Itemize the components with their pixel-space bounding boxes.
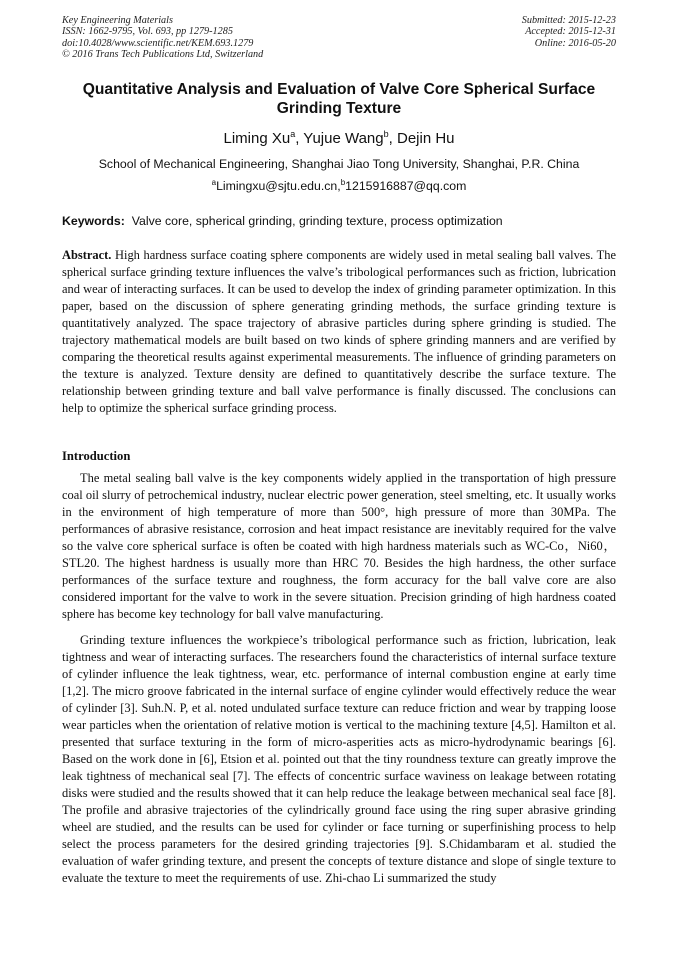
author-name: Dejin Hu [396,130,455,147]
journal-doi[interactable]: doi:10.4028/www.scientific.net/KEM.693.1279 [62,37,254,49]
section-heading-introduction: Introduction [62,449,131,463]
author-name: Yujue Wang [303,130,384,147]
publication-dates [416,15,616,49]
author-separator: , [388,130,397,147]
affiliation: School of Mechanical Engineering, Shanghai Jiao Tong University, Shanghai, P.R. China [98,157,580,171]
abstract [62,247,616,417]
email-address[interactable]: Limingxu@sjtu.edu.cn, [216,179,341,193]
journal-issn: ISSN: 1662-9795, Vol. 693, pp 1279-1285 [62,26,233,38]
keywords-label: Keywords: [62,214,125,228]
journal-meta [62,15,352,60]
author-list [60,129,618,149]
author-emails [60,178,618,194]
author-affiliation-mark: b [383,129,389,139]
date-accepted: Accepted: 2015-12-31 [525,26,616,38]
keywords [62,213,618,229]
paper-title: Quantitative Analysis and Evaluation of Valve Core Spherical Surface Grinding Texture [82,81,596,117]
date-online: Online: 2016-05-20 [534,37,616,49]
body-paragraph: Grinding texture influences the workpiece’s tribological performance such as friction, lubrication, leak tightness and wear of interacting surfaces. The researchers found the characteristics of internal surface texture of cylinder influence the leak tightness, wear, etc. performance of internal combustion engine at early time [1,2]. The micro groove fabricated in the internal surface of engine cylinder would effectively reduce the wear of cylinder [3]. Suh.N. P, et al. noted undulated surface texture can reduce friction and wear by trapping loose wear particles when the orientation of relative motion is vertical to the machining texture [4,5]. Hamilton et al. presented that surface texturing in the form of micro-asperities acts as micro-hydrodynamic bearings [6]. Based on the work done in [6], Etsion et al. pointed out that the tiny roundness texture can greatly improve the leak tightness of mechanical seal [7]. The effects of concentric surface waviness on leakage between rotating disks were studied and the results showed that it can help reduce the leakage between mechanical seal face [8]. The profile and abrasive trajectories of the cylindrically ground face using the ring super abrasive grinding wheel are studied, and the results can be used for cylinder or face turning or superfinishing process to help select the process parameters for the desired grinding trajectories [9]. S.Chidambaram et al. studied the evaluation of wafer grinding texture, and present the concepts of texture distance and slope of single texture to evaluate the texture to meet the requirements of use. Zhi-chao Li summarized the study [62,633,616,885]
date-submitted: Submitted: 2015-12-23 [521,15,616,26]
keywords-text: Valve core, spherical grinding, grinding texture, process optimization [131,214,503,228]
author-separator: , [295,130,304,147]
author-affiliation-mark: a [290,129,296,139]
email-address[interactable]: 1215916887@qq.com [345,179,467,193]
journal-name: Key Engineering Materials [62,15,173,26]
email-mark: b [340,177,346,187]
body-paragraph: The metal sealing ball valve is the key components widely applied in the transportation of high pressure coal oil slurry of petrochemical industry, nuclear electric power generation, steel smelting, etc. It usually works in the environment of high temperature of more than 500°, high pressure of more than 30MPa. The performances of abrasive resistance, corrosion and heat impact resistance are inevitably required for the valve so the valve core spherical surface is often be coated with high hardness materials such as WC-Co，Ni60，STL20. The highest hardness is usually more than HRC 70. Besides the high hardness, the other surface performances of the surface texture and roughness, the form accuracy for the ball valve core are also considered important for the valve to work in the severe situation. Precision grinding of high hardness coated sphere has become key technology for ball valve manufacturing. [62,471,616,621]
journal-copyright: © 2016 Trans Tech Publications Ltd, Switzerland [62,48,264,60]
abstract-text: High hardness surface coating sphere components are widely used in metal sealing ball valves. The spherical surface grinding texture influences the valve’s tribological performances such as friction, lubrication and wear of interacting surfaces. It can be used to develop the index of grinding parameter optimization. In this paper, based on the discussion of sphere generating grinding methods, the surface grinding texture is quantitatively analyzed. The space trajectory of abrasive particles during sphere grinding is studied. The trajectory mathematical models are built based on two kinds of sphere grinding manners and are verified by comparing the theoretical results against experimental measurements. The influence of grinding parameters on the texture is analyzed. Texture density are defined to quantitatively describe the surface texture. The relationship between grinding texture and ball valve performance is finally discussed. The conclusions can help to optimize the spherical surface grinding process. [62,248,616,415]
email-mark: a [211,177,217,187]
author-name: Liming Xu [223,130,291,147]
abstract-label: Abstract. [62,248,112,262]
